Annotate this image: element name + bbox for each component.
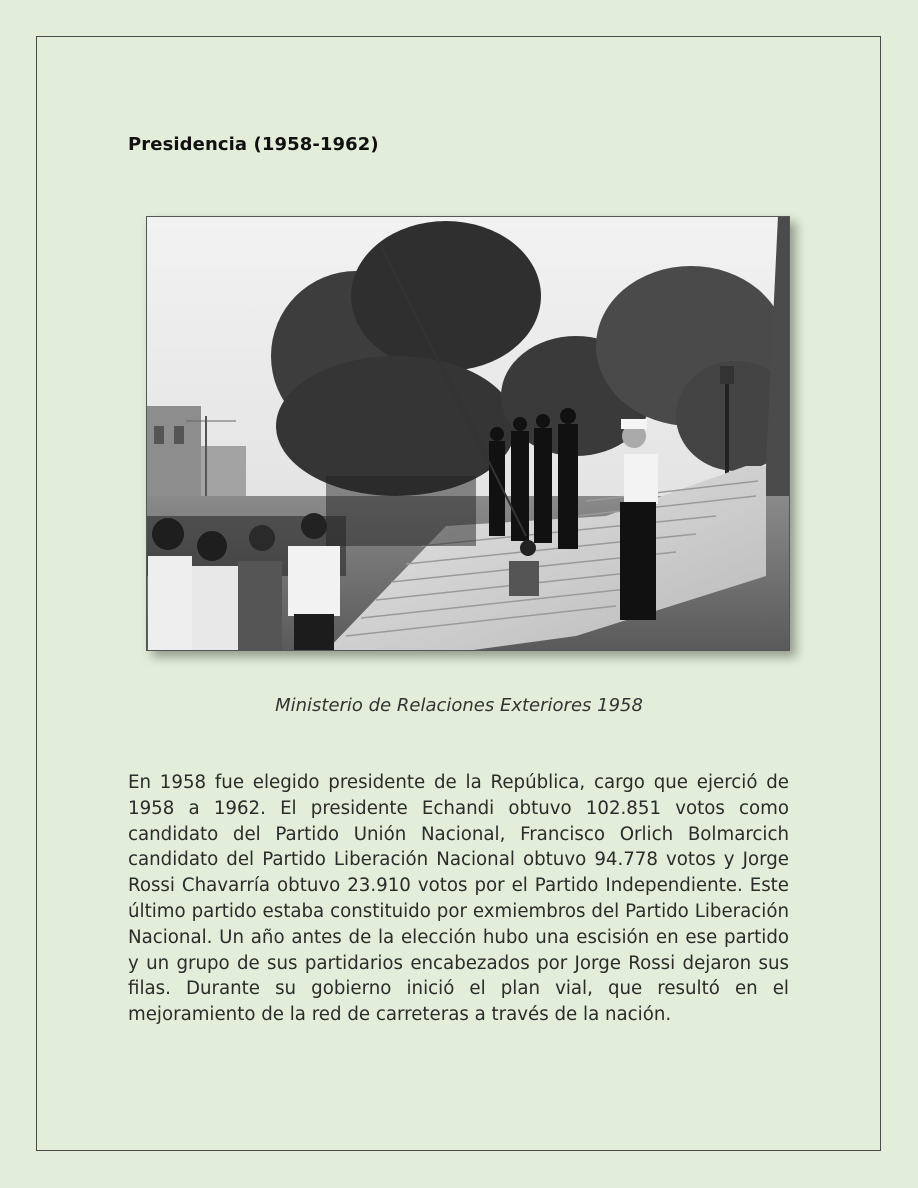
section-heading: Presidencia (1958-1962) [128, 134, 379, 155]
historical-photo [146, 216, 790, 651]
photo-illustration [146, 216, 790, 651]
body-paragraph: En 1958 fue elegido presidente de la República, cargo que ejerció de 1958 a 1962. El presidente Echandi obtuvo 102.851 votos como candidato del Partido Unión Nacional, Francisco Orlich Bolmarcich candidato del Partido Liberación Nacional obtuvo 94.778 votos y Jorge Rossi Chavarría obtuvo 23.910 votos por el Partido Independiente. Este último partido estaba constituido por exmiembros del Partido Liberación Nacional. Un año antes de la elección hubo una escisión en ese partido y un grupo de sus partidarios encabezados por Jorge Rossi dejaron sus filas. Durante su gobierno inició el plan vial, que resultó en el mejoramiento de la red de carreteras a través de la nación. [128, 772, 789, 1026]
photo-caption: Ministerio de Relaciones Exteriores 1958 [275, 695, 643, 716]
